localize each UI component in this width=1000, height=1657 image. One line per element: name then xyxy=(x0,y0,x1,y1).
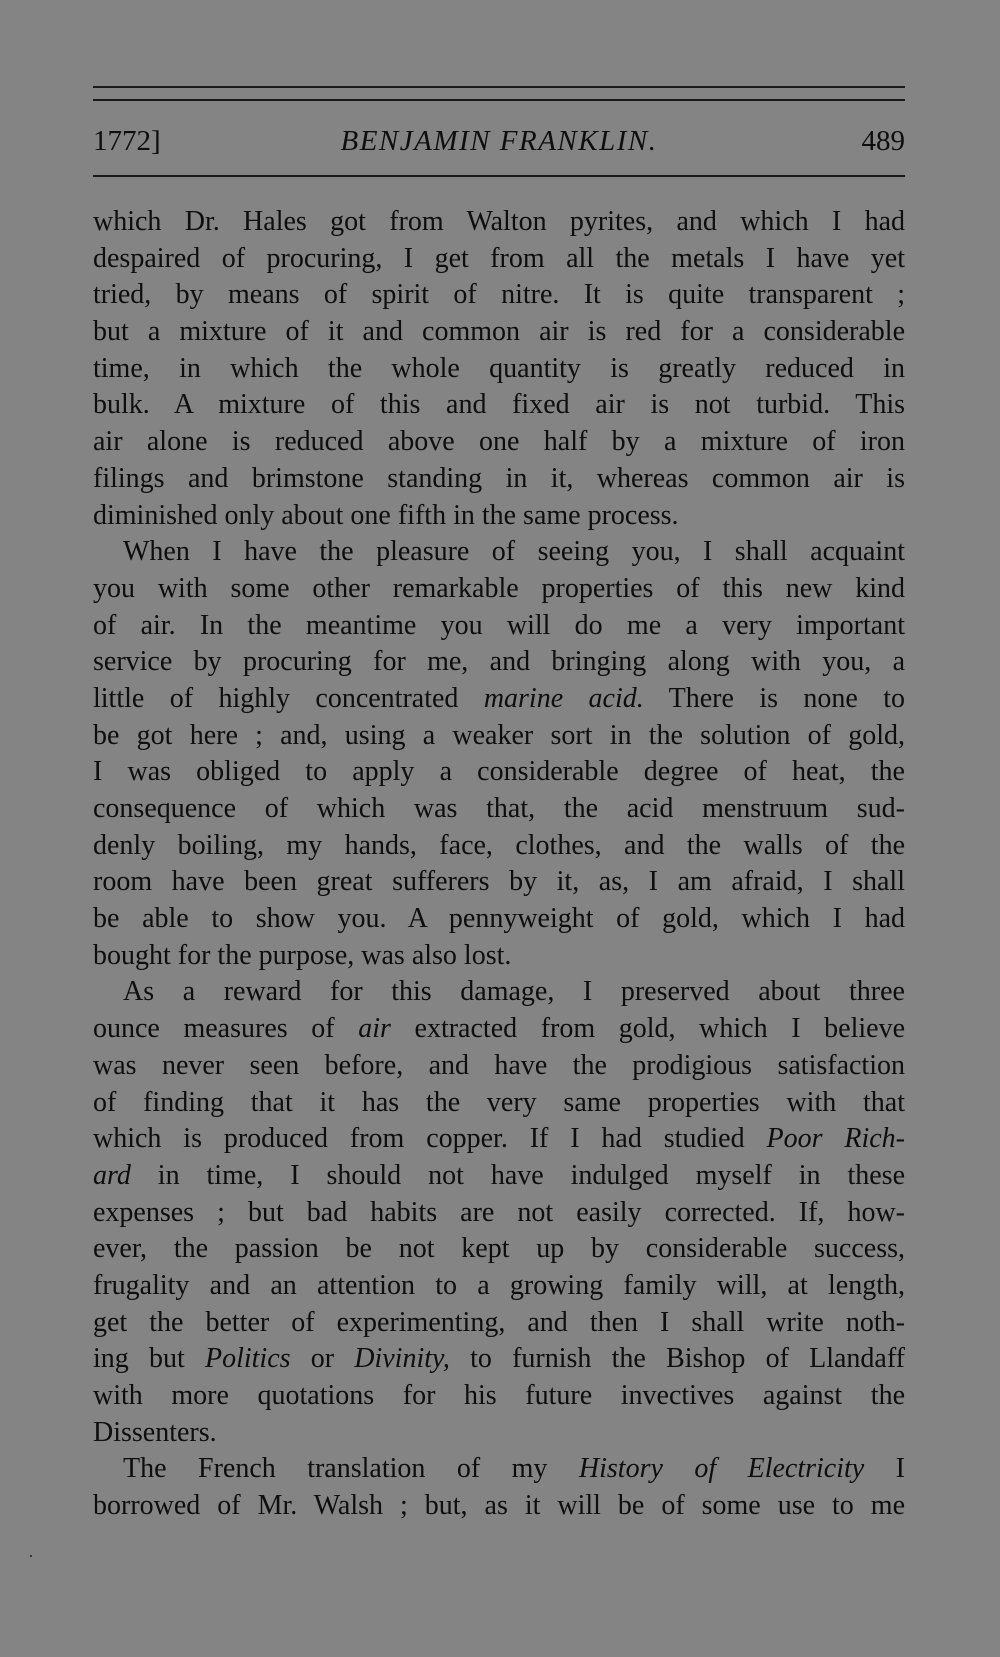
text-span: ounce measures of xyxy=(93,1013,359,1045)
text-line xyxy=(93,718,905,755)
text-span: bought for the purpose, was also lost. xyxy=(93,939,512,971)
text-line xyxy=(93,277,905,314)
text-line xyxy=(93,864,905,901)
text-span: diminished only about one fifth in the same process. xyxy=(93,499,679,531)
text-span: air alone is reduced above one half by a mixture of iron xyxy=(93,426,905,458)
text-span: service by procuring for me, and bringing along with you, a xyxy=(93,646,905,678)
text-span: extracted from gold, which I believe xyxy=(390,1013,905,1045)
text-line xyxy=(93,351,905,388)
running-head xyxy=(93,120,905,162)
text-line xyxy=(93,1195,905,1232)
text-span: was never seen before, and have the prodigious satisfaction xyxy=(93,1049,905,1081)
italic-text: marine acid. xyxy=(483,682,644,714)
text-line xyxy=(93,424,905,461)
text-line xyxy=(93,387,905,424)
text-line xyxy=(93,974,905,1011)
italic-text: Politics xyxy=(204,1343,291,1375)
text-span: little of highly concentrated xyxy=(93,682,484,714)
text-line xyxy=(93,1048,905,1085)
italic-text: Divinity, xyxy=(354,1343,450,1375)
text-span: of air. In the meantime you will do me a very important xyxy=(93,609,905,641)
text-line xyxy=(93,828,905,865)
text-span: consequence of which was that, the acid menstruum sud- xyxy=(93,793,905,824)
italic-text: ard xyxy=(93,1159,131,1191)
text-line xyxy=(93,1121,905,1158)
text-span: room have been great sufferers by it, as, I am afraid, I shall xyxy=(93,866,905,898)
text-span: get the better of experimenting, and then I shall write noth- xyxy=(93,1306,905,1338)
header-rule xyxy=(93,175,905,177)
top-rule xyxy=(93,86,905,88)
text-span: be able to show you. A pennyweight of gold, which I had xyxy=(93,903,905,935)
text-line xyxy=(93,1378,905,1415)
page-speck xyxy=(30,1555,32,1557)
text-span: which is produced from copper. If I had studied xyxy=(93,1123,767,1155)
text-span: frugality and an attention to a growing family will, at length, xyxy=(93,1269,905,1301)
text-span: The French translation of my xyxy=(123,1453,579,1485)
page-number: 489 xyxy=(861,125,905,157)
text-span: I was obliged to apply a considerable degree of heat, the xyxy=(93,756,905,788)
text-span: Dissenters. xyxy=(93,1416,217,1448)
text-span: of finding that it has the very same properties with that xyxy=(93,1086,905,1118)
text-span: As a reward for this damage, I preserved about three xyxy=(123,976,905,1008)
text-line xyxy=(93,901,905,938)
text-line xyxy=(93,241,905,278)
text-span: bulk. A mixture of this and fixed air is not turbid. This xyxy=(93,389,905,421)
text-span: ing but xyxy=(93,1343,205,1375)
text-span: time, in which the whole quantity is greatly reduced in xyxy=(93,352,905,384)
text-line xyxy=(93,1451,905,1488)
text-span: There is none to xyxy=(643,682,905,714)
text-line xyxy=(93,204,905,241)
text-span: with more quotations for his future invectives against the xyxy=(93,1380,905,1411)
text-span: I xyxy=(864,1453,905,1485)
text-line xyxy=(93,1158,905,1195)
running-head-year: 1772] xyxy=(93,125,161,157)
text-line xyxy=(93,1415,905,1452)
text-line xyxy=(93,461,905,498)
text-span: When I have the pleasure of seeing you, I shall acquaint xyxy=(123,536,905,568)
text-line xyxy=(93,608,905,645)
text-line xyxy=(93,644,905,681)
text-span: or xyxy=(290,1343,355,1375)
body-text xyxy=(93,204,905,1525)
running-head-title: BENJAMIN FRANKLIN. xyxy=(340,125,658,157)
italic-text: History of Electricity xyxy=(578,1453,865,1485)
text-line xyxy=(93,1231,905,1268)
text-span: be got here ; and, using a weaker sort in the solution of gold, xyxy=(93,719,905,751)
text-line xyxy=(93,498,905,535)
text-span: tried, by means of spirit of nitre. It is quite transparent ; xyxy=(93,279,905,311)
text-span: ever, the passion be not kept up by considerable success, xyxy=(93,1233,905,1265)
top-rule-second xyxy=(93,99,905,101)
text-span: filings and brimstone standing in it, whereas common air is xyxy=(93,462,905,494)
text-span: in time, I should not have indulged myself in these xyxy=(130,1159,905,1191)
text-span: to furnish the Bishop of Llandaff xyxy=(449,1343,905,1375)
text-line xyxy=(93,1268,905,1305)
text-line xyxy=(93,791,905,828)
text-span: borrowed of Mr. Walsh ; but, as it will be of some use to me xyxy=(93,1490,905,1522)
text-line xyxy=(93,314,905,351)
text-span: which Dr. Hales got from Walton pyrites, and which I had xyxy=(93,206,905,237)
text-line xyxy=(93,534,905,571)
text-line xyxy=(93,1341,905,1378)
text-line xyxy=(93,1305,905,1342)
italic-text: air xyxy=(358,1013,391,1045)
text-span: denly boiling, my hands, face, clothes, and the walls of the xyxy=(93,829,905,861)
text-span: but a mixture of it and common air is red for a considerable xyxy=(93,316,905,348)
text-span: despaired of procuring, I get from all the metals I have yet xyxy=(93,242,905,274)
text-span: expenses ; but bad habits are not easily corrected. If, how- xyxy=(93,1196,905,1228)
text-line xyxy=(93,681,905,718)
text-line xyxy=(93,754,905,791)
italic-text: Poor Rich- xyxy=(766,1123,905,1155)
text-line xyxy=(93,1085,905,1122)
text-span: you with some other remarkable properties of this new kind xyxy=(93,572,905,604)
text-line xyxy=(93,1011,905,1048)
text-line xyxy=(93,1488,905,1525)
text-line xyxy=(93,571,905,608)
text-line xyxy=(93,938,905,975)
